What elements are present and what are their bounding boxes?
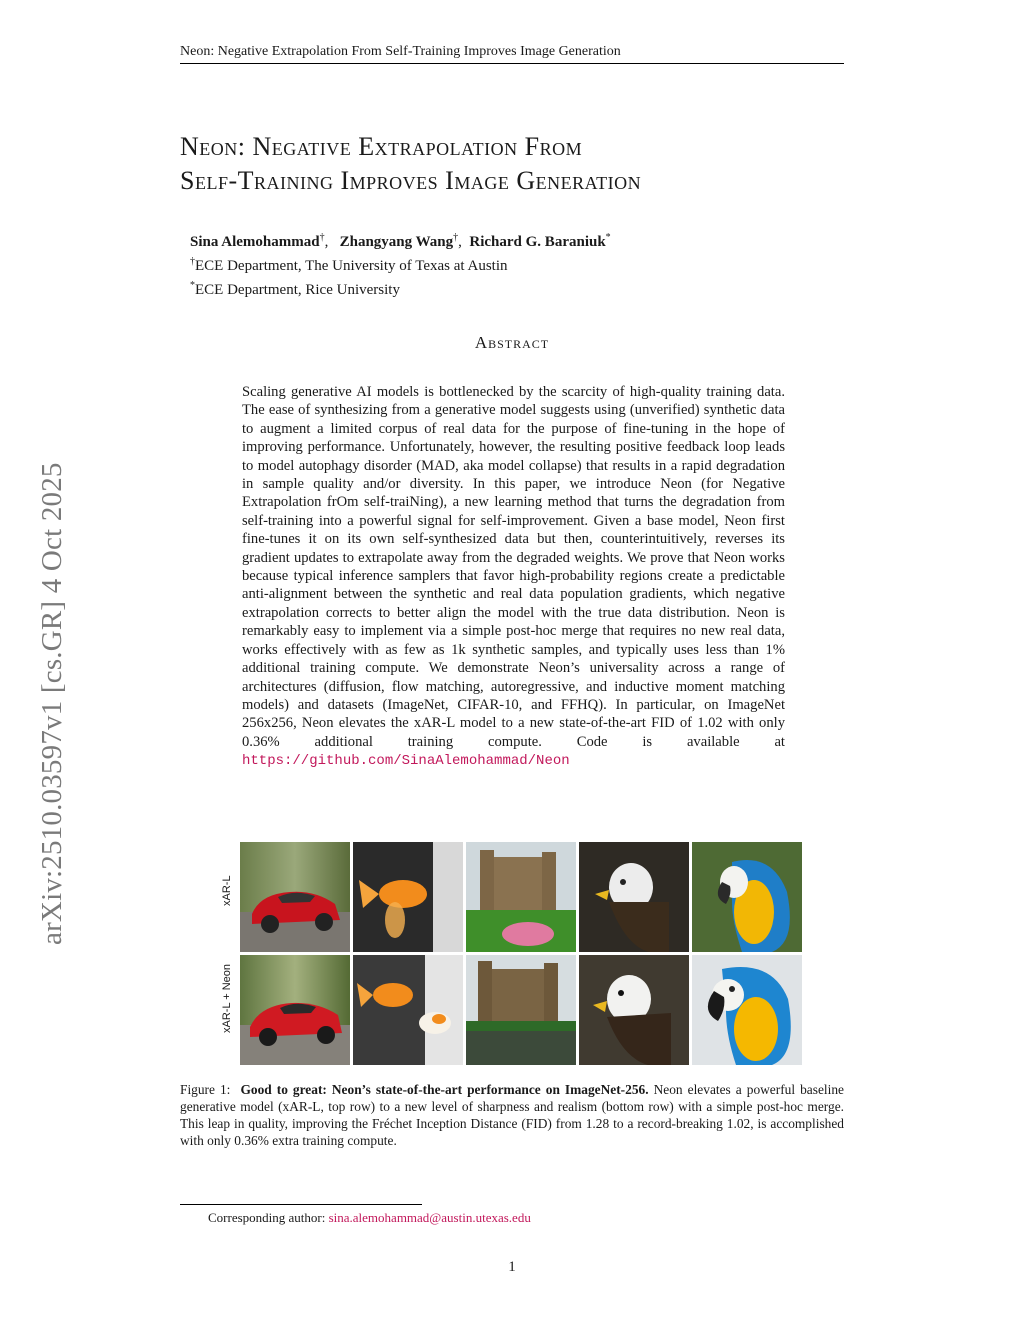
image-castle-baseline <box>466 842 576 952</box>
affiliation-1 <box>190 252 611 276</box>
paper-title <box>180 130 641 198</box>
page-number: 1 <box>508 1259 516 1275</box>
author-2: Zhangyang Wang <box>339 234 454 250</box>
footnote <box>208 1210 531 1226</box>
row-label-neon: xAR-L + Neon <box>221 964 233 1033</box>
arxiv-side-stamp: arXiv:2510.03597v1 [cs.GR] 4 Oct 2025 <box>36 462 68 945</box>
image-car-neon <box>240 955 350 1065</box>
author-1: Sina Alemohammad <box>190 234 320 250</box>
image-eagle-baseline <box>579 842 689 952</box>
author-separator: , <box>458 234 462 250</box>
caption-text: Neon elevates a powerful baseline generative model (xAR-L, top row) to a new level of sharpness and realism (bottom row) with a simple post-hoc merge. This leap in quality, improving the Fréchet Inception Distance (FID) from 1.28 to a record-breaking 1.02, is accomplished with only 0.36% extra training compute. <box>180 1082 844 1148</box>
caption-bold: Good to great: Neon’s state-of-the-art performance on ImageNet-256. <box>240 1082 649 1097</box>
author-email-link[interactable]: sina.alemohammad@austin.utexas.edu <box>328 1210 531 1225</box>
author-3-mark: * <box>605 232 611 243</box>
abstract-heading: Abstract <box>474 333 550 352</box>
image-eagle-neon <box>579 955 689 1065</box>
author-1-mark: † <box>319 232 325 243</box>
code-link[interactable]: https://github.com/SinaAlemohammad/Neon <box>242 753 570 770</box>
affiliation-1-mark: † <box>190 256 195 267</box>
image-goldfish-baseline <box>353 842 463 952</box>
author-block <box>190 228 611 300</box>
author-separator: , <box>324 234 329 250</box>
title-line-1: Neon: Negative Extrapolation From <box>180 132 583 161</box>
affiliation-1-text: ECE Department, The University of Texas at Austin <box>195 258 508 274</box>
title-line-2: Self-Training Improves Image Generation <box>180 166 642 195</box>
footnote-rule <box>180 1204 422 1205</box>
image-castle-neon <box>466 955 576 1065</box>
abstract-body <box>242 383 785 771</box>
image-car-baseline <box>240 842 350 952</box>
author-2-mark: † <box>453 232 459 243</box>
affiliation-2 <box>190 276 611 300</box>
affiliation-2-mark: * <box>190 280 195 291</box>
author-line <box>190 228 611 252</box>
figure-caption <box>180 1081 844 1149</box>
author-3: Richard G. Baraniuk <box>469 234 606 250</box>
image-goldfish-neon <box>353 955 463 1065</box>
affiliation-2-text: ECE Department, Rice University <box>195 282 400 298</box>
row-label-baseline: xAR-L <box>221 875 233 906</box>
footnote-label: Corresponding author: <box>208 1210 326 1225</box>
caption-prefix: Figure 1: <box>180 1082 231 1097</box>
running-head: Neon: Negative Extrapolation From Self-Training Improves Image Generation <box>180 44 844 64</box>
image-macaw-baseline <box>692 842 802 952</box>
abstract-text: Scaling generative AI models is bottlenecked by the scarcity of high-quality training data. The ease of synthesizing from a generative model suggests using (unverified) synthetic data to augment a limited corpus of real data for the purpose of fine-tuning in the hope of improving performance. Unfortunately, however, the resulting positive feedback loop leads to model autophagy disorder (MAD, aka model collapse) that results in a rapid degradation in sample quality and/or diversity. In this paper, we introduce Neon (for Negative Extrapolation frOm self-traiNing), a new learning method that turns the degradation from self-training into a powerful signal for self-improvement. Given a base model, Neon first fine-tunes it on its own self-synthesized data but then, counterintuitively, reverses its gradient updates to extrapolate away from the degraded weights. We prove that Neon works because typical inference samplers that favor high-probability regions create a predictable anti-alignment between the synthetic and real data population gradients, which negative extrapolation corrects to better align the model with the true data distribution. Neon is remarkably easy to implement via a simple post-hoc merge that requires no new real data, works effectively with as few as 1k synthetic samples, and typically uses less than 1% additional training compute. We demonstrate Neon’s universality across a range of architectures (diffusion, flow matching, autoregressive, and inductive moment matching models) and datasets (ImageNet, CIFAR-10, and FFHQ). In particular, on ImageNet 256x256, Neon elevates the xAR-L model to a new state-of-the-art FID of 1.02 with only 0.36% additional training compute. Code is available at <box>242 384 785 750</box>
image-macaw-neon <box>692 955 802 1065</box>
